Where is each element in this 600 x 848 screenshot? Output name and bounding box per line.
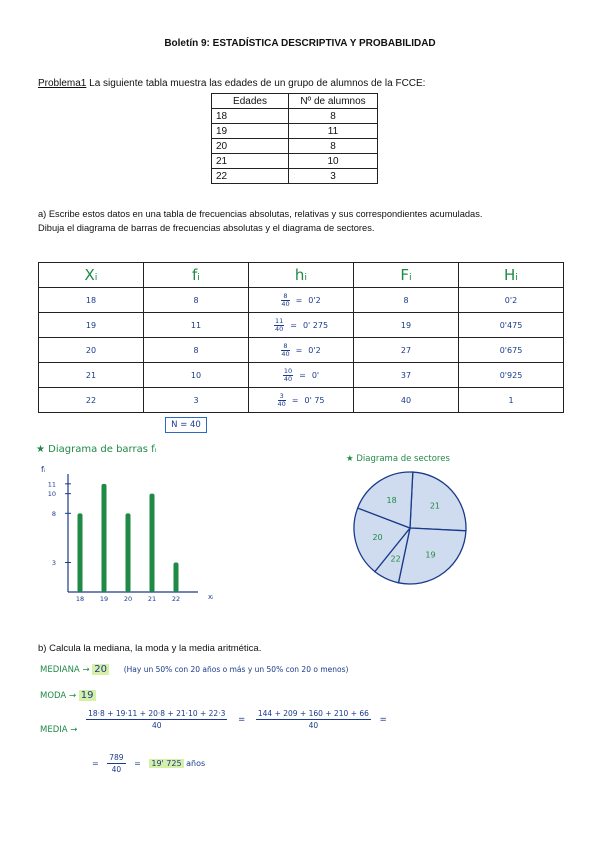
header-Fi: Fᵢ bbox=[354, 263, 459, 288]
table-row bbox=[212, 154, 378, 169]
hi-fraction bbox=[281, 293, 289, 308]
frequency-table bbox=[38, 262, 564, 413]
arrow-icon: → bbox=[68, 691, 77, 701]
bar bbox=[78, 513, 83, 592]
age-cell: 21 bbox=[212, 154, 289, 169]
hi-cell bbox=[249, 388, 354, 413]
y-tick-label: 11 bbox=[47, 480, 56, 489]
xi-cell: 22 bbox=[39, 388, 144, 413]
media-denominator: 40 bbox=[151, 721, 162, 730]
age-cell: 22 bbox=[212, 169, 289, 184]
mediana-label: MEDIANA bbox=[40, 665, 80, 675]
bar bbox=[174, 563, 179, 593]
header-num-alumnos: Nº de alumnos bbox=[289, 94, 378, 109]
moda-row bbox=[40, 690, 96, 701]
pie-chart-title: ★ Diagrama de sectores bbox=[346, 454, 450, 464]
equals-sign: = bbox=[379, 715, 387, 725]
x-tick-label: 20 bbox=[123, 595, 133, 603]
media-unit: años bbox=[186, 759, 206, 768]
moda-value: 19 bbox=[80, 690, 94, 701]
count-cell: 8 bbox=[289, 109, 378, 124]
count-cell: 11 bbox=[289, 124, 378, 139]
moda-label: MODA bbox=[40, 691, 67, 701]
media-result: 19' 725 bbox=[151, 759, 182, 768]
hi-fraction bbox=[278, 393, 286, 408]
part-b-question: b) Calcula la mediana, la moda y la media aritmética. bbox=[38, 643, 262, 654]
part-a-line-2: Dibuja el diagrama de barras de frecuencias absolutas y el diagrama de sectores. bbox=[38, 223, 375, 233]
table-row bbox=[212, 124, 378, 139]
bar bbox=[150, 494, 155, 592]
pie-slice-label: 20 bbox=[372, 532, 383, 542]
ages-table bbox=[211, 93, 378, 184]
table-row bbox=[212, 169, 378, 184]
table-row bbox=[212, 109, 378, 124]
media-final-denominator: 40 bbox=[111, 765, 122, 774]
x-tick-label: 18 bbox=[75, 595, 85, 603]
age-cell: 19 bbox=[212, 124, 289, 139]
x-tick-label: 21 bbox=[147, 595, 157, 603]
problem-statement bbox=[38, 78, 425, 89]
hi-cell bbox=[249, 338, 354, 363]
Hi-cell: 1 bbox=[459, 388, 564, 413]
hi-value: 0'2 bbox=[308, 345, 321, 355]
mediana-note: (Hay un 50% con 20 años o más y un 50% con 20 o menos) bbox=[123, 665, 349, 674]
Hi-cell: 0'475 bbox=[459, 313, 564, 338]
Hi-cell: 0'925 bbox=[459, 363, 564, 388]
ages-table-header bbox=[212, 94, 378, 109]
xi-cell: 19 bbox=[39, 313, 144, 338]
bar bbox=[126, 513, 131, 592]
media-final-fraction bbox=[107, 752, 125, 775]
media-fraction bbox=[86, 708, 227, 731]
equals-sign: = bbox=[299, 370, 306, 380]
arrow-icon: → bbox=[70, 725, 78, 735]
media-label: MEDIA bbox=[40, 725, 68, 735]
hi-numerator: 8 bbox=[281, 293, 289, 301]
y-tick-label: 3 bbox=[51, 559, 56, 567]
pie-slice-label: 18 bbox=[386, 495, 397, 505]
problem-label: Problema1 bbox=[38, 78, 87, 89]
hi-denominator: 40 bbox=[281, 349, 290, 358]
y-axis-label: fᵢ bbox=[41, 465, 46, 474]
header-Hi: Hᵢ bbox=[459, 263, 564, 288]
hi-value: 0'2 bbox=[308, 295, 321, 305]
xi-cell: 18 bbox=[39, 288, 144, 313]
bar bbox=[102, 484, 107, 592]
media-final-numerator: 789 bbox=[109, 753, 124, 762]
document-title: Boletín 9: ESTADÍSTICA DESCRIPTIVA Y PROBABILIDAD bbox=[164, 38, 436, 49]
Fi-cell: 40 bbox=[354, 388, 459, 413]
count-cell: 10 bbox=[289, 154, 378, 169]
x-tick-label: 22 bbox=[171, 595, 181, 603]
media-sum: 144 + 209 + 160 + 210 + 66 bbox=[257, 709, 369, 718]
Fi-cell: 37 bbox=[354, 363, 459, 388]
equals-sign: = bbox=[295, 295, 303, 305]
media-row bbox=[40, 708, 387, 735]
equals-sign: = bbox=[92, 759, 99, 768]
total-n-box: N = 40 bbox=[165, 417, 207, 433]
header-xi: Xᵢ bbox=[39, 263, 144, 288]
y-tick-label: 8 bbox=[51, 509, 56, 518]
table-row bbox=[39, 313, 564, 338]
table-row bbox=[39, 288, 564, 313]
Hi-cell: 0'675 bbox=[459, 338, 564, 363]
pie-slice-label: 19 bbox=[425, 550, 436, 560]
equals-sign: = bbox=[295, 345, 303, 355]
hi-cell bbox=[249, 313, 354, 338]
problem-text: La siguiente tabla muestra las edades de un grupo de alumnos de la FCCE: bbox=[86, 78, 426, 89]
hi-denominator: 40 bbox=[274, 324, 284, 333]
equals-sign: = bbox=[290, 320, 297, 330]
xi-cell: 21 bbox=[39, 363, 144, 388]
hi-fraction bbox=[281, 343, 289, 358]
part-a-line-1: a) Escribe estos datos en una tabla de frecuencias absolutas, relativas y sus correspondientes acumuladas. bbox=[38, 209, 483, 219]
Fi-cell: 19 bbox=[354, 313, 459, 338]
hi-fraction bbox=[274, 318, 284, 333]
fi-cell: 11 bbox=[144, 313, 249, 338]
pie-slice-label: 21 bbox=[429, 501, 441, 511]
media-sum-fraction bbox=[256, 708, 371, 731]
table-row bbox=[212, 139, 378, 154]
pie-slice-label: 22 bbox=[390, 554, 401, 564]
frequency-table-header bbox=[39, 263, 564, 288]
Fi-cell: 27 bbox=[354, 338, 459, 363]
fi-cell: 8 bbox=[144, 288, 249, 313]
equals-sign: = bbox=[291, 395, 299, 405]
fi-cell: 10 bbox=[144, 363, 249, 388]
hi-denominator: 40 bbox=[281, 299, 290, 308]
part-a-instructions bbox=[38, 207, 482, 235]
mediana-value: 20 bbox=[94, 664, 108, 675]
hi-value: 0' 75 bbox=[304, 395, 325, 405]
Hi-cell: 0'2 bbox=[459, 288, 564, 313]
hi-cell bbox=[249, 363, 354, 388]
table-row bbox=[39, 363, 564, 388]
hi-value: 0' bbox=[311, 370, 320, 380]
hi-numerator: 11 bbox=[274, 316, 284, 325]
mediana-row bbox=[40, 664, 348, 675]
equals-sign: = bbox=[238, 715, 246, 725]
arrow-icon: → bbox=[82, 665, 90, 675]
hi-value: 0' 275 bbox=[302, 320, 329, 330]
header-hi: hᵢ bbox=[249, 263, 354, 288]
bar-chart bbox=[38, 462, 228, 612]
hi-numerator: 10 bbox=[283, 366, 293, 375]
pie-chart bbox=[352, 470, 472, 590]
equals-sign: = bbox=[134, 759, 141, 768]
y-tick-label: 10 bbox=[47, 490, 56, 499]
xi-cell: 20 bbox=[39, 338, 144, 363]
hi-denominator: 40 bbox=[277, 399, 286, 408]
x-tick-label: 19 bbox=[99, 595, 109, 603]
bar-chart-title: ★ Diagrama de barras fᵢ bbox=[36, 444, 157, 455]
hi-cell bbox=[249, 288, 354, 313]
hi-denominator: 40 bbox=[283, 374, 293, 383]
table-row bbox=[39, 338, 564, 363]
media-sum-denominator: 40 bbox=[308, 721, 319, 730]
hi-numerator: 8 bbox=[281, 343, 289, 351]
fi-cell: 8 bbox=[144, 338, 249, 363]
header-edades: Edades bbox=[212, 94, 289, 109]
header-fi: fᵢ bbox=[144, 263, 249, 288]
fi-cell: 3 bbox=[144, 388, 249, 413]
count-cell: 3 bbox=[289, 169, 378, 184]
hi-fraction bbox=[283, 368, 293, 383]
age-cell: 18 bbox=[212, 109, 289, 124]
hi-numerator: 3 bbox=[278, 393, 286, 401]
media-expression: 18·8 + 19·11 + 20·8 + 21·10 + 22·3 bbox=[88, 709, 226, 718]
media-result-row bbox=[92, 752, 205, 775]
table-row bbox=[39, 388, 564, 413]
age-cell: 20 bbox=[212, 139, 289, 154]
Fi-cell: 8 bbox=[354, 288, 459, 313]
count-cell: 8 bbox=[289, 139, 378, 154]
x-axis-label: xᵢ bbox=[208, 593, 214, 601]
